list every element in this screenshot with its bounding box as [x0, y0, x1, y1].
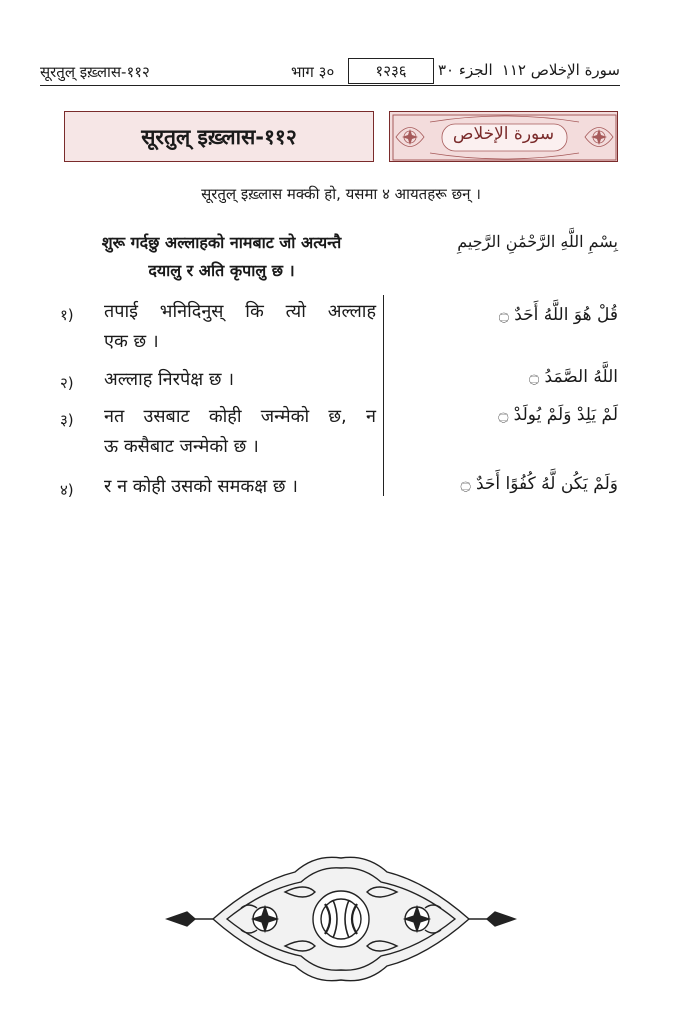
surah-ornament-box: [389, 111, 618, 162]
verse-translation: [104, 402, 376, 462]
verse-arabic: وَلَمْ يَكُن لَّهُ كُفُوًا أَحَدٌ ۝: [460, 474, 618, 494]
verse-line: एक छ ।: [104, 331, 159, 352]
surah-title-box: [64, 111, 374, 162]
surah-title-calligraphy: سورة الإخلاص: [452, 124, 555, 144]
bismillah-arabic: بِسْمِ اللَّهِ الرَّحْمَٰنِ الرَّحِيمِ: [457, 232, 618, 251]
verse-translation: [104, 472, 376, 502]
verse-arabic: لَمْ يَلِدْ وَلَمْ يُولَدْ ۝: [498, 405, 618, 425]
surah-intro: सूरतुल् इख़्लास मक्की हो, यसमा ४ आयतहरू छन् ।: [201, 185, 481, 203]
verse-line: र न कोही उसको समकक्ष छ ।: [104, 476, 299, 497]
header-juz-arabic: الجزء ٣٠: [438, 61, 493, 79]
verse-number: १): [60, 306, 74, 324]
verse-line: अल्लाह निरपेक्ष छ ।: [104, 369, 235, 390]
header-part: भाग ३०: [291, 63, 335, 81]
bismillah-line-2: दयालु र अति कृपालु छ ।: [148, 261, 295, 280]
verse-arabic: اللَّهُ الصَّمَدُ ۝: [529, 367, 618, 387]
bismillah-nepali: [64, 229, 379, 285]
verse-translation: [104, 297, 376, 357]
page-header: [40, 56, 620, 84]
verse-arabic: قُلْ هُوَ اللَّهُ أَحَدٌ ۝: [498, 305, 618, 325]
bismillah-line-1: शुरू गर्दछु अल्लाहको नामबाट जो अत्यन्तै: [101, 233, 342, 252]
header-divider: [40, 85, 620, 86]
verse-translation: [104, 365, 376, 395]
header-surah-nepali: सूरतुल् इख़्लास-११२: [40, 63, 150, 81]
header-surah-arabic: سورة الإخلاص ١١٢: [501, 61, 620, 79]
verse-line: तपाई भनिदिनुस् कि त्यो अल्लाह: [104, 301, 376, 322]
verse-number: ४): [60, 481, 74, 499]
end-ornament-icon: [165, 852, 517, 986]
verse-line: ऊ कसैबाट जन्मेको छ ।: [104, 436, 259, 457]
verse-number: २): [60, 374, 74, 392]
verse-line: नत उसबाट कोही जन्मेको छ, न: [104, 406, 376, 427]
column-divider: [383, 295, 384, 496]
surah-title: सूरतुल् इख़्लास-११२: [141, 124, 297, 149]
page-number: १२३६: [348, 58, 434, 84]
verse-number: ३): [60, 411, 74, 429]
